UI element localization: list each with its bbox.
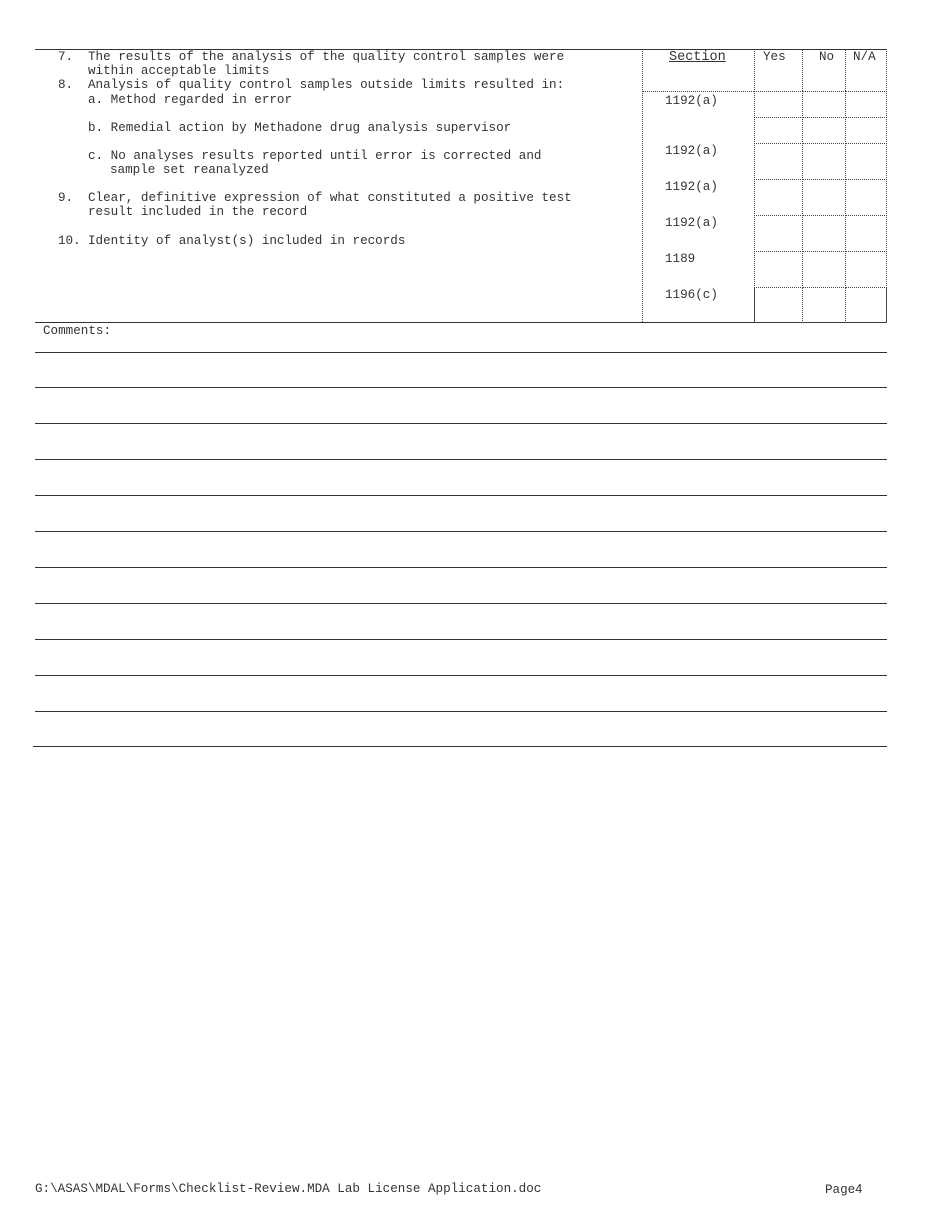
item12-yes-checkbox[interactable]: [754, 287, 803, 323]
item11-no-checkbox[interactable]: [802, 251, 846, 288]
item-7-text-cont: within acceptable limits: [88, 64, 270, 78]
comment-line[interactable]: [35, 495, 887, 496]
item-10-text: Identity of analyst(s) included in records: [88, 234, 406, 248]
item8c-no-checkbox[interactable]: [802, 143, 846, 180]
item-9-number: 9.: [58, 191, 74, 205]
item11-yes-checkbox[interactable]: [754, 251, 803, 288]
item-7-number: 7.: [58, 50, 74, 64]
section-ref: 1192(a): [665, 180, 718, 194]
na-column-divider: [845, 49, 846, 91]
item10-no-checkbox[interactable]: [802, 215, 846, 252]
comment-line[interactable]: [35, 603, 887, 604]
item12-no-checkbox[interactable]: [802, 287, 846, 323]
item9-no-checkbox[interactable]: [802, 179, 846, 216]
comment-line[interactable]: [35, 639, 887, 640]
section-header-underline: [642, 91, 754, 92]
item12-na-checkbox[interactable]: [845, 287, 887, 323]
item9-yes-checkbox[interactable]: [754, 179, 803, 216]
footer-page: [825, 1182, 862, 1197]
item-8b-text: b. Remedial action by Methadone drug analysis supervisor: [88, 121, 512, 135]
item-8c-text-cont: sample set reanalyzed: [110, 163, 269, 177]
section-column-divider: [642, 49, 643, 322]
comment-line[interactable]: [35, 423, 887, 424]
comment-line[interactable]: [35, 531, 887, 532]
section-ref: 1192(a): [665, 216, 718, 230]
item9-na-checkbox[interactable]: [845, 179, 887, 216]
yes-column-header: Yes: [763, 50, 786, 64]
item10-yes-checkbox[interactable]: [754, 215, 803, 252]
comment-line[interactable]: [35, 711, 887, 712]
item-8-text: Analysis of quality control samples outside limits resulted in:: [88, 78, 565, 92]
item8c-na-checkbox[interactable]: [845, 143, 887, 180]
section-column-header: Section: [669, 50, 726, 65]
item8a-no-checkbox[interactable]: [802, 91, 846, 118]
item-9-text: Clear, definitive expression of what constituted a positive test: [88, 191, 572, 205]
item8a-na-checkbox[interactable]: [845, 91, 887, 118]
comment-line[interactable]: [35, 352, 887, 353]
section-ref: 1192(a): [665, 144, 718, 158]
item-10-number: 10.: [58, 234, 81, 248]
item8c-yes-checkbox[interactable]: [754, 143, 803, 180]
item-9-text-cont: result included in the record: [88, 205, 308, 219]
section-ref: 1189: [665, 252, 696, 266]
item-8c-text: c. No analyses results reported until error is corrected and: [88, 149, 542, 163]
comments-label: Comments:: [43, 324, 112, 338]
item8b-yes-checkbox[interactable]: [754, 117, 803, 144]
comment-line[interactable]: [35, 675, 887, 676]
comment-line[interactable]: [35, 567, 887, 568]
page-label: Page: [825, 1183, 856, 1197]
item-7-text: The results of the analysis of the quality control samples were: [88, 50, 565, 64]
comment-line[interactable]: [35, 387, 887, 388]
footer-file-path: G:\ASAS\MDAL\Forms\Checklist-Review.MDA Lab License Application.doc: [35, 1182, 542, 1196]
section-ref: 1196(c): [665, 288, 718, 302]
page-number: 4: [855, 1182, 863, 1196]
section-ref: 1192(a): [665, 94, 718, 108]
item-8-number: 8.: [58, 78, 74, 92]
item8b-na-checkbox[interactable]: [845, 117, 887, 144]
item10-na-checkbox[interactable]: [845, 215, 887, 252]
na-column-header: N/A: [853, 50, 876, 64]
item8b-no-checkbox[interactable]: [802, 117, 846, 144]
item11-na-checkbox[interactable]: [845, 251, 887, 288]
no-column-header: No: [819, 50, 835, 64]
comment-line[interactable]: [33, 746, 887, 747]
comment-line[interactable]: [35, 459, 887, 460]
item8a-yes-checkbox[interactable]: [754, 91, 803, 118]
no-column-divider: [802, 49, 803, 91]
item-8a-text: a. Method regarded in error: [88, 93, 293, 107]
